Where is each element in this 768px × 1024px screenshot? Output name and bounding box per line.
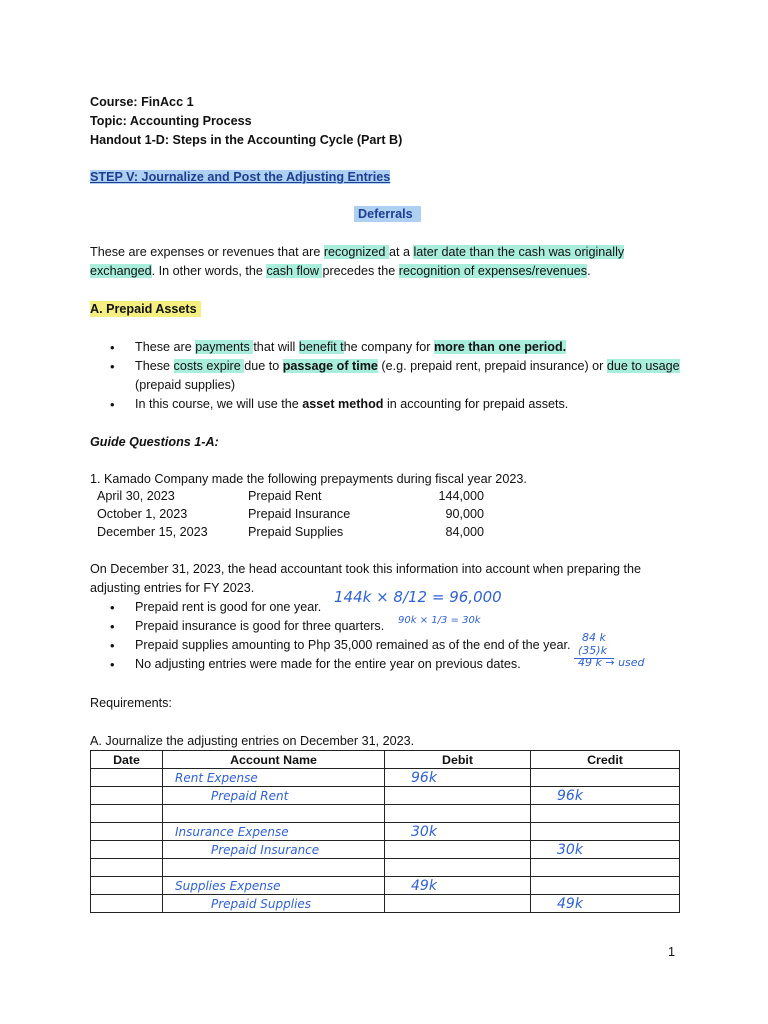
table-row [91,841,680,859]
cell-credit-text: 96k [557,787,583,804]
bullet-asset-method [90,395,680,414]
cell-debit-text: 30k [411,823,437,840]
cell-debit[interactable] [385,895,531,913]
table-row [91,805,680,823]
b1-highlight-payments: payments [195,340,254,354]
cell-credit[interactable] [531,823,680,841]
prepayment-item: Prepaid Insurance [248,507,351,521]
cell-account-name[interactable] [163,841,385,859]
b3-text-1: In this course, we will use the [135,397,303,411]
prepayment-date: December 15, 2023 [97,525,208,539]
header-account-name: Account Name [163,751,385,769]
step-title-text: STEP V: Journalize and Post the Adjusting Entries [90,170,391,184]
cell-date[interactable] [91,859,163,877]
table-row [91,823,680,841]
intro-text-1: These are expenses or revenues that are [90,245,324,259]
cell-date[interactable] [91,805,163,823]
intro-text-4: precedes the [322,264,399,278]
prepaid-bullet-list [90,338,680,414]
cell-debit-text: 49k [411,877,437,894]
b2-highlight-usage: due to usage [606,359,680,373]
deferrals-label: Deferrals [354,206,421,222]
intro-highlight-later-date: later date than the cash was originally [413,245,625,259]
cell-debit[interactable] [385,841,531,859]
cell-credit[interactable] [531,877,680,895]
prepayment-amount: 144,000 [438,489,484,503]
cell-date[interactable] [91,841,163,859]
prepayment-item: Prepaid Supplies [248,525,344,539]
cell-credit-text: 30k [557,841,583,858]
cell-debit[interactable] [385,877,531,895]
prepaid-assets-label: A. Prepaid Assets [90,301,201,317]
cell-debit[interactable] [385,823,531,841]
intro-line-2 [90,262,591,281]
handwritten-supplies-mid: (35)k [578,644,607,657]
table-row [91,769,680,787]
cell-credit[interactable] [531,841,680,859]
cell-credit[interactable] [531,769,680,787]
b1-text-2: that will [253,340,299,354]
cell-debit[interactable] [385,805,531,823]
handwritten-supplies-bottom: 49 k → used [578,656,645,669]
prepayment-amount: 84,000 [445,525,484,539]
journal-entry-table [90,750,680,913]
cell-account-name-text: Prepaid Rent [211,788,289,803]
b2-continuation: (prepaid supplies) [135,378,236,392]
b2-text-1: These [135,359,174,373]
cell-account-name-text: Supplies Expense [175,878,281,893]
table-header-row [91,751,680,769]
prepayment-amount: 90,000 [445,507,484,521]
intro-text-5: . [587,264,591,278]
cell-account-name[interactable] [163,895,385,913]
intro-text-3: . In other words, the [151,264,267,278]
requirement-a: A. Journalize the adjusting entries on December 31, 2023. [90,734,415,748]
handout-line: Handout 1-D: Steps in the Accounting Cycle (Part B) [90,133,403,147]
cell-account-name[interactable] [163,859,385,877]
prepayment-date: April 30, 2023 [97,489,175,503]
info-bullet: • Prepaid supplies amounting to Php 35,000 remained as of the end of the year. [90,636,570,655]
intro-text-2: at a [388,245,414,259]
cell-debit[interactable] [385,859,531,877]
b3-bold-asset-method: asset method [302,397,384,411]
cell-account-name-text: Prepaid Supplies [211,896,312,911]
prepayment-item: Prepaid Rent [248,489,322,503]
cell-debit-text: 96k [411,769,437,786]
step-title [90,168,390,187]
b2-text-2: due to [244,359,283,373]
cell-account-name-text: Prepaid Insurance [211,842,320,857]
table-row [91,859,680,877]
table-row [91,787,680,805]
topic-line: Topic: Accounting Process [90,114,252,128]
prepayment-row [97,507,517,525]
bullet-payments [90,338,680,357]
header-credit: Credit [531,751,680,769]
cell-debit[interactable] [385,769,531,787]
intro-highlight-recognition: recognition of expenses/revenues [398,264,588,278]
b3-text-2: in accounting for prepaid assets. [383,397,569,411]
cell-date[interactable] [91,823,163,841]
journal-entry-body [91,769,680,913]
intro-highlight-cash-flow: cash flow [266,264,323,278]
b2-text-3: (e.g. prepaid rent, prepaid insurance) or [377,359,607,373]
handwritten-rent-calc: 144k × 8/12 = 96,000 [334,588,502,606]
requirements-label: Requirements: [90,696,172,710]
cell-date[interactable] [91,787,163,805]
cell-account-name-text: Insurance Expense [175,824,289,839]
bullet-costs-expire [90,357,680,376]
intro-highlight-exchanged: exchanged [90,264,152,278]
cell-account-name[interactable] [163,823,385,841]
handwritten-insurance-calc: 90k × 1/3 = 30k [398,615,481,626]
bullet-costs-expire-cont [90,376,680,395]
dec31-line-2: adjusting entries for FY 2023. [90,581,255,595]
b1-highlight-benefit: benefit t [298,340,344,354]
question-1: 1. Kamado Company made the following prepayments during fiscal year 2023. [90,472,527,486]
cell-credit[interactable] [531,895,680,913]
b1-text-1: These are [135,340,196,354]
info-bullet: • Prepaid insurance is good for three quarters. [90,617,570,636]
cell-account-name[interactable] [163,877,385,895]
cell-credit[interactable] [531,859,680,877]
deferrals-heading [354,205,421,224]
cell-credit[interactable] [531,787,680,805]
guide-questions-title: Guide Questions 1-A: [90,435,219,449]
cell-credit[interactable] [531,805,680,823]
cell-account-name[interactable] [163,769,385,787]
header-date: Date [91,751,163,769]
prepayment-date: October 1, 2023 [97,507,188,521]
prepaid-assets-heading [90,300,201,319]
cell-date[interactable] [91,895,163,913]
info-bullet-list [90,598,570,674]
table-row [91,877,680,895]
header-debit: Debit [385,751,531,769]
cell-credit-text: 49k [557,895,583,912]
table-row [91,895,680,913]
info-bullet: • No adjusting entries were made for the entire year on previous dates. [90,655,570,674]
cell-date[interactable] [91,769,163,787]
b1-text-3: he company for [343,340,434,354]
intro-highlight-recognized: recognized [323,245,389,259]
cell-account-name[interactable] [163,805,385,823]
handwritten-supplies-top: 84 k [582,631,606,644]
page-number: 1 [668,945,676,959]
cell-account-name[interactable] [163,787,385,805]
course-line: Course: FinAcc 1 [90,95,194,109]
prepayment-row [97,525,517,543]
cell-account-name-text: Rent Expense [175,770,258,785]
b2-highlight-passage: passage of time [282,359,378,373]
b1-highlight-period: more than one period. [433,340,567,354]
prepayment-row [97,489,517,507]
cell-date[interactable] [91,877,163,895]
dec31-line-1: On December 31, 2023, the head accountant took this information into account when preparing the [90,562,641,576]
cell-debit[interactable] [385,787,531,805]
intro-line-1 [90,243,624,262]
b2-highlight-costs: costs expire [173,359,245,373]
info-bullet: • Prepaid rent is good for one year. [90,598,570,617]
